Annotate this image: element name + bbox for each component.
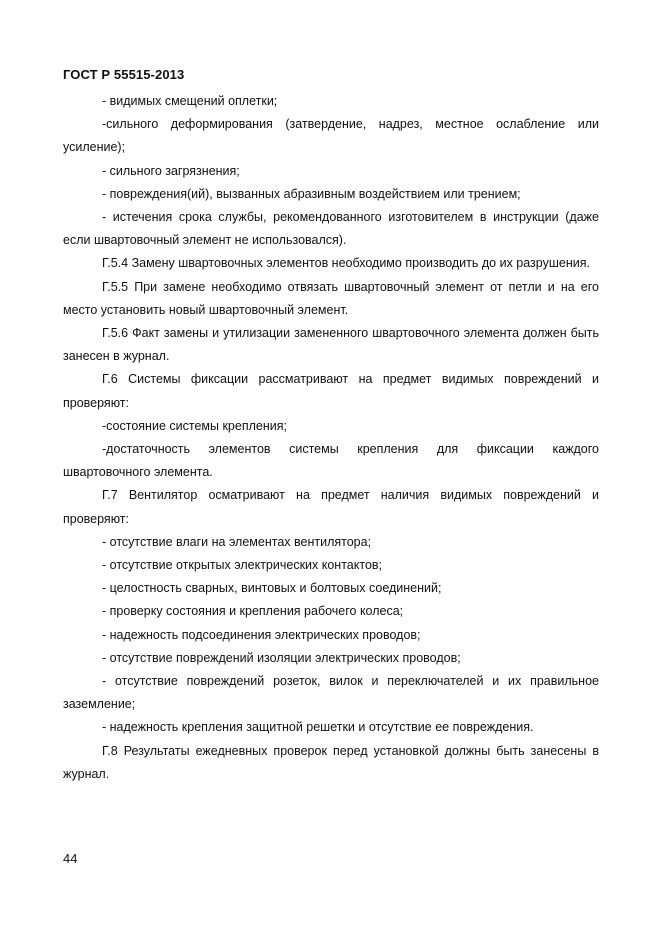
paragraph: - видимых смещений оплетки; [102,94,278,108]
paragraph: -достаточность элементов системы крепления для фиксации каждого швартовочного элемента. [63,442,599,480]
paragraph: - надежность крепления защитной решетки и отсутствие ее повреждения. [102,720,534,735]
paragraph: - отсутствие влаги на элементах вентилятора; [102,534,372,549]
page-number: 44 [63,851,78,866]
paragraph: - сильного загрязнения; [102,163,240,178]
paragraph: Г.5.5 При замене необходимо отвязать швартовочный элемент от петли и на его место установить новый швартовочный элемент. [63,279,599,317]
paragraph: Г.6 Системы фиксации рассматривают на предмет видимых повреждений и проверяют: [63,372,599,410]
paragraph: -состояние системы крепления; [102,418,287,433]
document-body [63,90,599,786]
paragraph: - проверку состояния и крепления рабочего колеса; [102,604,404,619]
paragraph: - повреждения(ий), вызванных абразивным воздействием или трением; [102,186,521,201]
paragraph: - отсутствие повреждений изоляции электрических проводов; [102,650,461,665]
paragraph: - отсутствие открытых электрических контактов; [102,558,383,573]
paragraph: -сильного деформирования (затвердение, надрез, местное ослабление или усиление); [63,117,599,155]
paragraph: - истечения срока службы, рекомендованного изготовителем в инструкции (даже если швартовочный элемент не использовался). [63,210,599,248]
document-header: ГОСТ Р 55515-2013 [63,67,185,82]
paragraph: - надежность подсоединения электрических проводов; [102,627,421,642]
paragraph: Г.8 Результаты ежедневных проверок перед установкой должны быть занесены в журнал. [63,743,599,781]
paragraph: - отсутствие повреждений розеток, вилок и переключателей и их правильное заземление; [63,674,599,712]
paragraph: - целостность сварных, винтовых и болтовых соединений; [102,581,442,596]
paragraph: Г.5.6 Факт замены и утилизации замененного швартовочного элемента должен быть занесен в журнал. [63,326,599,364]
paragraph: Г.7 Вентилятор осматривают на предмет наличия видимых повреждений и проверяют: [63,488,599,526]
paragraph: Г.5.4 Замену швартовочных элементов необходимо производить до их разрушения. [102,256,590,271]
